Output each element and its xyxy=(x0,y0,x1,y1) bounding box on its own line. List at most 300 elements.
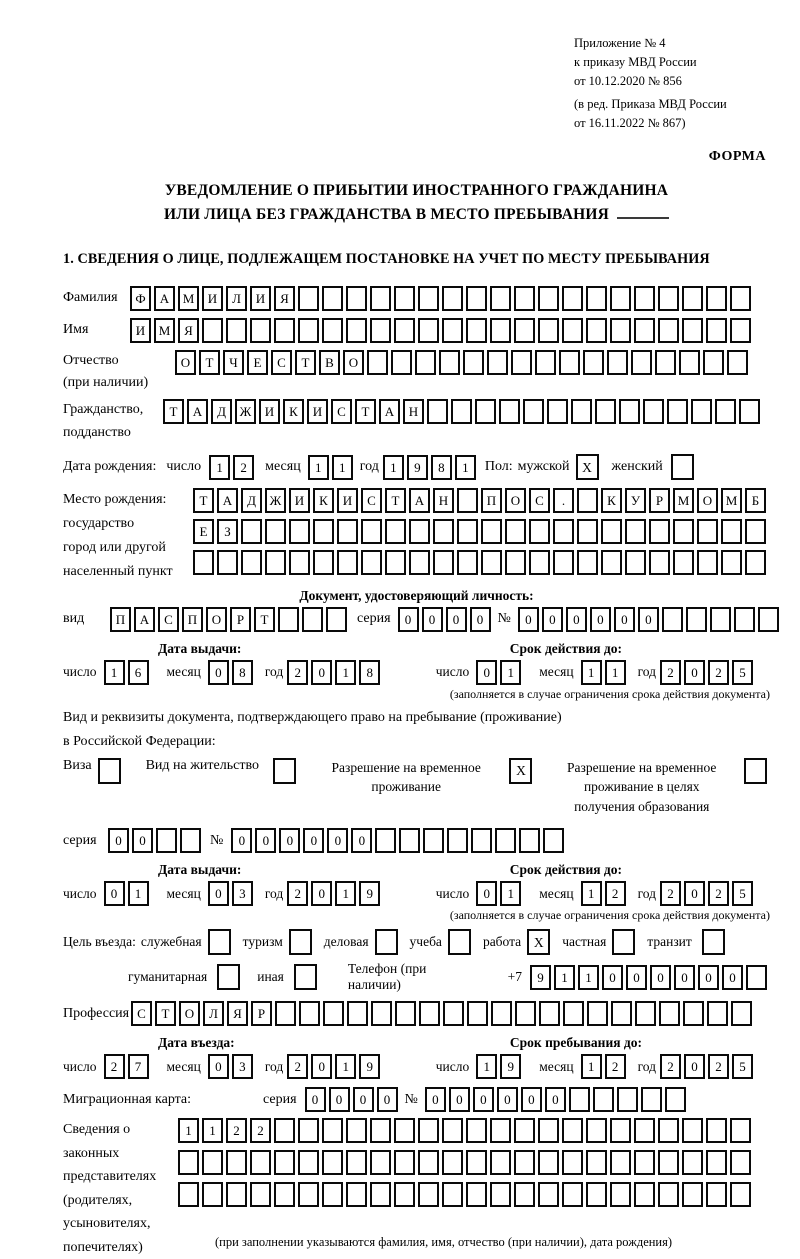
form-cell[interactable] xyxy=(418,1182,439,1207)
form-cell[interactable] xyxy=(586,286,607,311)
form-cell[interactable] xyxy=(370,1118,391,1143)
form-cell[interactable] xyxy=(423,828,444,853)
form-cell[interactable]: О xyxy=(505,488,526,513)
form-cell[interactable]: И xyxy=(259,399,280,424)
form-cell[interactable] xyxy=(418,286,439,311)
form-cell[interactable]: 0 xyxy=(590,607,611,632)
sex-male-checkbox[interactable]: X xyxy=(576,454,599,480)
form-cell[interactable] xyxy=(466,1118,487,1143)
form-cell[interactable]: У xyxy=(625,488,646,513)
form-cell[interactable] xyxy=(673,519,694,544)
form-cell[interactable]: 0 xyxy=(305,1087,326,1112)
form-cell[interactable]: 2 xyxy=(605,1054,626,1079)
form-cell[interactable]: А xyxy=(379,399,400,424)
form-cell[interactable] xyxy=(697,550,718,575)
form-cell[interactable] xyxy=(457,550,478,575)
form-cell[interactable] xyxy=(559,350,580,375)
form-cell[interactable]: 1 xyxy=(476,1054,497,1079)
form-cell[interactable]: 2 xyxy=(708,1054,729,1079)
form-cell[interactable] xyxy=(745,550,766,575)
form-cell[interactable] xyxy=(715,399,736,424)
form-cell[interactable] xyxy=(658,286,679,311)
form-cell[interactable]: И xyxy=(250,286,271,311)
form-cell[interactable] xyxy=(662,607,683,632)
form-cell[interactable] xyxy=(658,1150,679,1175)
form-cell[interactable]: А xyxy=(154,286,175,311)
form-cell[interactable]: В xyxy=(319,350,340,375)
form-cell[interactable]: М xyxy=(673,488,694,513)
form-cell[interactable]: Л xyxy=(203,1001,224,1026)
form-cell[interactable] xyxy=(337,550,358,575)
form-cell[interactable]: М xyxy=(721,488,742,513)
form-cell[interactable] xyxy=(643,399,664,424)
form-cell[interactable] xyxy=(523,399,544,424)
form-cell[interactable]: Р xyxy=(230,607,251,632)
form-cell[interactable] xyxy=(577,488,598,513)
form-cell[interactable] xyxy=(634,1150,655,1175)
form-cell[interactable] xyxy=(739,399,760,424)
form-cell[interactable] xyxy=(370,1150,391,1175)
form-cell[interactable]: О xyxy=(179,1001,200,1026)
form-cell[interactable]: 2 xyxy=(605,881,626,906)
form-cell[interactable]: 0 xyxy=(545,1087,566,1112)
form-cell[interactable]: 1 xyxy=(308,455,329,480)
form-cell[interactable] xyxy=(706,1150,727,1175)
form-cell[interactable] xyxy=(298,1182,319,1207)
form-cell[interactable] xyxy=(515,1001,536,1026)
form-cell[interactable]: Т xyxy=(155,1001,176,1026)
form-cell[interactable] xyxy=(634,286,655,311)
form-cell[interactable] xyxy=(367,350,388,375)
form-cell[interactable] xyxy=(433,550,454,575)
form-cell[interactable] xyxy=(278,607,299,632)
form-cell[interactable]: 2 xyxy=(287,881,308,906)
form-cell[interactable]: К xyxy=(313,488,334,513)
form-cell[interactable]: 0 xyxy=(602,965,623,990)
form-cell[interactable] xyxy=(439,350,460,375)
form-cell[interactable]: Ч xyxy=(223,350,244,375)
form-cell[interactable] xyxy=(710,607,731,632)
form-cell[interactable] xyxy=(707,1001,728,1026)
form-cell[interactable] xyxy=(409,519,430,544)
form-cell[interactable] xyxy=(593,1087,614,1112)
form-cell[interactable] xyxy=(610,318,631,343)
form-cell[interactable] xyxy=(562,1118,583,1143)
form-cell[interactable]: . xyxy=(553,488,574,513)
form-cell[interactable]: 0 xyxy=(626,965,647,990)
form-cell[interactable]: З xyxy=(217,519,238,544)
form-cell[interactable]: 1 xyxy=(383,455,404,480)
form-cell[interactable] xyxy=(641,1087,662,1112)
purpose-private-checkbox[interactable] xyxy=(612,929,635,955)
form-cell[interactable]: 1 xyxy=(335,1054,356,1079)
form-cell[interactable] xyxy=(442,318,463,343)
form-cell[interactable] xyxy=(361,519,382,544)
form-cell[interactable]: Н xyxy=(433,488,454,513)
form-cell[interactable]: 2 xyxy=(660,881,681,906)
form-cell[interactable] xyxy=(665,1087,686,1112)
form-cell[interactable]: 2 xyxy=(104,1054,125,1079)
form-cell[interactable]: 0 xyxy=(208,881,229,906)
form-cell[interactable] xyxy=(706,1182,727,1207)
purpose-other-checkbox[interactable] xyxy=(294,964,317,990)
form-cell[interactable]: 0 xyxy=(231,828,252,853)
purpose-business-checkbox[interactable] xyxy=(375,929,398,955)
form-cell[interactable] xyxy=(631,350,652,375)
form-cell[interactable] xyxy=(610,286,631,311)
form-cell[interactable] xyxy=(226,1150,247,1175)
form-cell[interactable] xyxy=(547,399,568,424)
form-cell[interactable]: 0 xyxy=(327,828,348,853)
form-cell[interactable]: М xyxy=(154,318,175,343)
form-cell[interactable] xyxy=(706,286,727,311)
form-cell[interactable] xyxy=(457,488,478,513)
form-cell[interactable] xyxy=(250,1182,271,1207)
form-cell[interactable] xyxy=(371,1001,392,1026)
form-cell[interactable] xyxy=(202,1182,223,1207)
form-cell[interactable] xyxy=(394,318,415,343)
form-cell[interactable] xyxy=(730,1150,751,1175)
form-cell[interactable]: 8 xyxy=(232,660,253,685)
form-cell[interactable]: 1 xyxy=(332,455,353,480)
form-cell[interactable]: 1 xyxy=(500,881,521,906)
form-cell[interactable] xyxy=(610,1182,631,1207)
form-cell[interactable]: 0 xyxy=(303,828,324,853)
form-cell[interactable] xyxy=(202,1150,223,1175)
form-cell[interactable] xyxy=(659,1001,680,1026)
form-cell[interactable] xyxy=(322,286,343,311)
form-cell[interactable]: Т xyxy=(163,399,184,424)
form-cell[interactable]: М xyxy=(178,286,199,311)
form-cell[interactable] xyxy=(538,318,559,343)
form-cell[interactable] xyxy=(658,1118,679,1143)
form-cell[interactable]: 0 xyxy=(425,1087,446,1112)
form-cell[interactable] xyxy=(442,1182,463,1207)
form-cell[interactable] xyxy=(569,1087,590,1112)
form-cell[interactable] xyxy=(577,519,598,544)
form-cell[interactable] xyxy=(505,550,526,575)
form-cell[interactable]: 0 xyxy=(542,607,563,632)
form-cell[interactable]: Р xyxy=(251,1001,272,1026)
form-cell[interactable] xyxy=(399,828,420,853)
form-cell[interactable] xyxy=(519,828,540,853)
form-cell[interactable]: Т xyxy=(193,488,214,513)
form-cell[interactable] xyxy=(667,399,688,424)
form-cell[interactable]: 0 xyxy=(132,828,153,853)
form-cell[interactable]: С xyxy=(158,607,179,632)
form-cell[interactable]: 0 xyxy=(470,607,491,632)
form-cell[interactable] xyxy=(619,399,640,424)
form-cell[interactable]: Т xyxy=(254,607,275,632)
form-cell[interactable] xyxy=(298,286,319,311)
form-cell[interactable]: 0 xyxy=(638,607,659,632)
form-cell[interactable] xyxy=(703,350,724,375)
form-cell[interactable]: Б xyxy=(745,488,766,513)
form-cell[interactable] xyxy=(395,1001,416,1026)
form-cell[interactable]: 0 xyxy=(650,965,671,990)
form-cell[interactable] xyxy=(370,318,391,343)
form-cell[interactable] xyxy=(595,399,616,424)
form-cell[interactable]: И xyxy=(289,488,310,513)
form-cell[interactable] xyxy=(346,1182,367,1207)
form-cell[interactable] xyxy=(447,828,468,853)
form-cell[interactable] xyxy=(682,286,703,311)
purpose-tourism-checkbox[interactable] xyxy=(289,929,312,955)
form-cell[interactable]: О xyxy=(206,607,227,632)
form-cell[interactable]: 8 xyxy=(359,660,380,685)
form-cell[interactable]: А xyxy=(409,488,430,513)
form-cell[interactable]: А xyxy=(217,488,238,513)
form-cell[interactable] xyxy=(463,350,484,375)
form-cell[interactable] xyxy=(538,1182,559,1207)
form-cell[interactable]: 0 xyxy=(449,1087,470,1112)
form-cell[interactable]: 0 xyxy=(104,881,125,906)
form-cell[interactable]: 2 xyxy=(287,1054,308,1079)
purpose-study-checkbox[interactable] xyxy=(448,929,471,955)
form-cell[interactable] xyxy=(682,1118,703,1143)
form-cell[interactable] xyxy=(686,607,707,632)
form-cell[interactable] xyxy=(346,1150,367,1175)
form-cell[interactable] xyxy=(394,286,415,311)
form-cell[interactable] xyxy=(299,1001,320,1026)
form-cell[interactable] xyxy=(385,550,406,575)
form-cell[interactable] xyxy=(607,350,628,375)
form-cell[interactable] xyxy=(577,550,598,575)
form-cell[interactable] xyxy=(322,318,343,343)
form-cell[interactable] xyxy=(514,1182,535,1207)
form-cell[interactable] xyxy=(583,350,604,375)
form-cell[interactable]: 1 xyxy=(581,881,602,906)
form-cell[interactable]: А xyxy=(134,607,155,632)
form-cell[interactable] xyxy=(625,550,646,575)
form-cell[interactable] xyxy=(563,1001,584,1026)
form-cell[interactable]: 2 xyxy=(708,881,729,906)
form-cell[interactable] xyxy=(586,1182,607,1207)
form-cell[interactable]: 1 xyxy=(554,965,575,990)
form-cell[interactable] xyxy=(706,1118,727,1143)
form-cell[interactable]: 1 xyxy=(500,660,521,685)
form-cell[interactable] xyxy=(265,550,286,575)
form-cell[interactable] xyxy=(538,286,559,311)
form-cell[interactable] xyxy=(734,607,755,632)
form-cell[interactable]: 2 xyxy=(708,660,729,685)
form-cell[interactable]: 2 xyxy=(226,1118,247,1143)
form-cell[interactable]: 0 xyxy=(398,607,419,632)
form-cell[interactable]: 1 xyxy=(104,660,125,685)
form-cell[interactable]: 6 xyxy=(128,660,149,685)
form-cell[interactable] xyxy=(562,1150,583,1175)
form-cell[interactable]: 0 xyxy=(614,607,635,632)
form-cell[interactable] xyxy=(586,318,607,343)
form-cell[interactable]: П xyxy=(481,488,502,513)
form-cell[interactable]: К xyxy=(283,399,304,424)
form-cell[interactable] xyxy=(610,1150,631,1175)
form-cell[interactable]: С xyxy=(361,488,382,513)
form-cell[interactable] xyxy=(347,1001,368,1026)
form-cell[interactable] xyxy=(655,350,676,375)
form-cell[interactable]: Е xyxy=(193,519,214,544)
form-cell[interactable]: 0 xyxy=(311,1054,332,1079)
form-cell[interactable]: Л xyxy=(226,286,247,311)
form-cell[interactable] xyxy=(514,286,535,311)
form-cell[interactable] xyxy=(682,1182,703,1207)
form-cell[interactable]: Р xyxy=(649,488,670,513)
form-cell[interactable] xyxy=(391,350,412,375)
form-cell[interactable] xyxy=(322,1150,343,1175)
purpose-work-checkbox[interactable]: X xyxy=(527,929,550,955)
form-cell[interactable] xyxy=(658,318,679,343)
form-cell[interactable]: 0 xyxy=(497,1087,518,1112)
form-cell[interactable] xyxy=(415,350,436,375)
form-cell[interactable] xyxy=(346,318,367,343)
form-cell[interactable] xyxy=(298,318,319,343)
form-cell[interactable] xyxy=(274,318,295,343)
form-cell[interactable] xyxy=(730,1182,751,1207)
form-cell[interactable] xyxy=(226,1182,247,1207)
form-cell[interactable]: Ф xyxy=(130,286,151,311)
form-cell[interactable]: 3 xyxy=(232,881,253,906)
form-cell[interactable] xyxy=(313,519,334,544)
form-cell[interactable] xyxy=(346,1118,367,1143)
form-cell[interactable] xyxy=(682,318,703,343)
form-cell[interactable]: И xyxy=(130,318,151,343)
form-cell[interactable] xyxy=(409,550,430,575)
temp-residence-edu-checkbox[interactable] xyxy=(744,758,767,784)
form-cell[interactable]: С xyxy=(331,399,352,424)
form-cell[interactable] xyxy=(394,1182,415,1207)
form-cell[interactable] xyxy=(505,519,526,544)
form-cell[interactable]: О xyxy=(343,350,364,375)
form-cell[interactable] xyxy=(601,519,622,544)
form-cell[interactable] xyxy=(419,1001,440,1026)
form-cell[interactable]: Т xyxy=(385,488,406,513)
form-cell[interactable] xyxy=(586,1118,607,1143)
form-cell[interactable] xyxy=(625,519,646,544)
form-cell[interactable] xyxy=(418,318,439,343)
form-cell[interactable] xyxy=(418,1150,439,1175)
form-cell[interactable] xyxy=(481,519,502,544)
form-cell[interactable]: 1 xyxy=(178,1118,199,1143)
form-cell[interactable]: 0 xyxy=(208,1054,229,1079)
form-cell[interactable]: 0 xyxy=(476,881,497,906)
form-cell[interactable] xyxy=(553,519,574,544)
form-cell[interactable]: Ж xyxy=(235,399,256,424)
form-cell[interactable] xyxy=(731,1001,752,1026)
form-cell[interactable] xyxy=(370,286,391,311)
form-cell[interactable]: К xyxy=(601,488,622,513)
form-cell[interactable] xyxy=(490,1182,511,1207)
form-cell[interactable]: 1 xyxy=(128,881,149,906)
form-cell[interactable] xyxy=(156,828,177,853)
form-cell[interactable] xyxy=(617,1087,638,1112)
form-cell[interactable]: 0 xyxy=(473,1087,494,1112)
form-cell[interactable]: Е xyxy=(247,350,268,375)
form-cell[interactable] xyxy=(490,1118,511,1143)
sex-female-checkbox[interactable] xyxy=(671,454,694,480)
form-cell[interactable] xyxy=(529,550,550,575)
form-cell[interactable]: 1 xyxy=(581,660,602,685)
form-cell[interactable] xyxy=(180,828,201,853)
form-cell[interactable] xyxy=(178,1150,199,1175)
form-cell[interactable]: Ж xyxy=(265,488,286,513)
form-cell[interactable] xyxy=(562,286,583,311)
form-cell[interactable] xyxy=(635,1001,656,1026)
form-cell[interactable] xyxy=(730,1118,751,1143)
form-cell[interactable]: И xyxy=(337,488,358,513)
form-cell[interactable] xyxy=(289,550,310,575)
form-cell[interactable] xyxy=(433,519,454,544)
form-cell[interactable] xyxy=(679,350,700,375)
form-cell[interactable]: 2 xyxy=(287,660,308,685)
form-cell[interactable]: 0 xyxy=(674,965,695,990)
form-cell[interactable] xyxy=(611,1001,632,1026)
form-cell[interactable] xyxy=(571,399,592,424)
form-cell[interactable] xyxy=(697,519,718,544)
form-cell[interactable]: 2 xyxy=(660,1054,681,1079)
form-cell[interactable] xyxy=(418,1118,439,1143)
form-cell[interactable] xyxy=(553,550,574,575)
form-cell[interactable] xyxy=(289,519,310,544)
form-cell[interactable]: 0 xyxy=(566,607,587,632)
form-cell[interactable] xyxy=(495,828,516,853)
form-cell[interactable] xyxy=(562,318,583,343)
form-cell[interactable] xyxy=(706,318,727,343)
form-cell[interactable]: 0 xyxy=(518,607,539,632)
form-cell[interactable]: 0 xyxy=(446,607,467,632)
form-cell[interactable]: 1 xyxy=(202,1118,223,1143)
residence-permit-checkbox[interactable] xyxy=(273,758,296,784)
form-cell[interactable]: 1 xyxy=(455,455,476,480)
form-cell[interactable]: О xyxy=(697,488,718,513)
form-cell[interactable] xyxy=(275,1001,296,1026)
form-cell[interactable] xyxy=(543,828,564,853)
form-cell[interactable] xyxy=(758,607,779,632)
form-cell[interactable]: 8 xyxy=(431,455,452,480)
form-cell[interactable]: 0 xyxy=(108,828,129,853)
form-cell[interactable]: Я xyxy=(178,318,199,343)
form-cell[interactable] xyxy=(514,1150,535,1175)
form-cell[interactable]: 0 xyxy=(353,1087,374,1112)
form-cell[interactable] xyxy=(241,519,262,544)
form-cell[interactable] xyxy=(730,286,751,311)
form-cell[interactable] xyxy=(634,318,655,343)
form-cell[interactable] xyxy=(466,318,487,343)
form-cell[interactable]: 0 xyxy=(476,660,497,685)
form-cell[interactable] xyxy=(361,550,382,575)
form-cell[interactable]: 0 xyxy=(684,660,705,685)
form-cell[interactable]: 5 xyxy=(732,1054,753,1079)
form-cell[interactable] xyxy=(511,350,532,375)
form-cell[interactable]: П xyxy=(110,607,131,632)
form-cell[interactable]: 0 xyxy=(377,1087,398,1112)
form-cell[interactable]: Т xyxy=(295,350,316,375)
form-cell[interactable] xyxy=(491,1001,512,1026)
form-cell[interactable]: 0 xyxy=(521,1087,542,1112)
form-cell[interactable]: Д xyxy=(241,488,262,513)
form-cell[interactable] xyxy=(202,318,223,343)
form-cell[interactable]: Н xyxy=(403,399,424,424)
form-cell[interactable] xyxy=(443,1001,464,1026)
form-cell[interactable] xyxy=(499,399,520,424)
form-cell[interactable] xyxy=(721,519,742,544)
form-cell[interactable] xyxy=(586,1150,607,1175)
form-cell[interactable] xyxy=(337,519,358,544)
form-cell[interactable] xyxy=(634,1118,655,1143)
form-cell[interactable] xyxy=(587,1001,608,1026)
form-cell[interactable] xyxy=(298,1118,319,1143)
form-cell[interactable] xyxy=(746,965,767,990)
purpose-transit-checkbox[interactable] xyxy=(702,929,725,955)
